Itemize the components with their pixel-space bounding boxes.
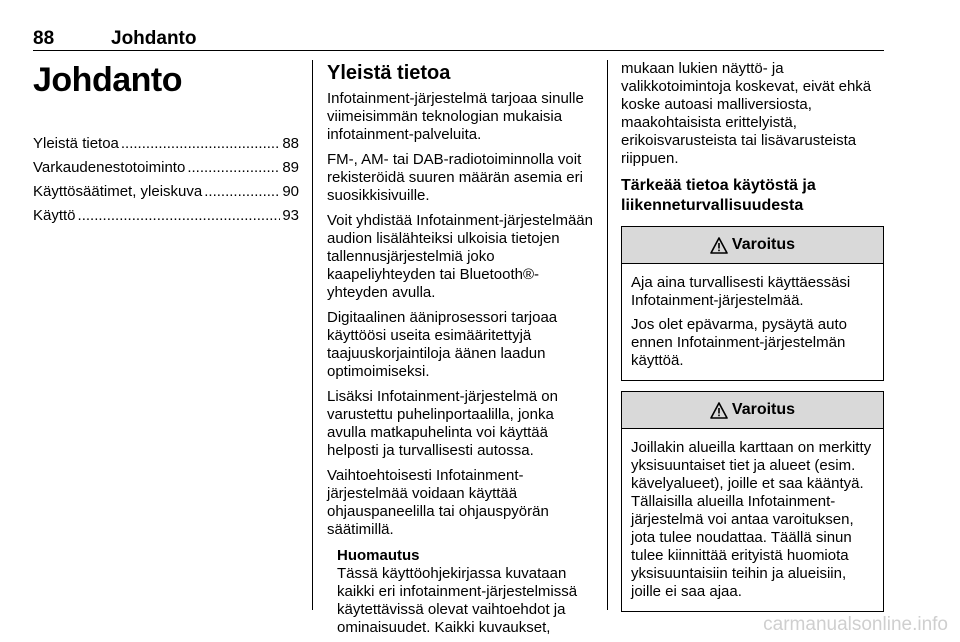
toc-leader-dots [187, 156, 280, 180]
toc-leader-dots [121, 132, 280, 156]
warning-box [621, 226, 884, 381]
watermark: carmanualsonline.info [763, 614, 948, 635]
section-title: Yleistä tietoa [327, 62, 451, 84]
warning-heading: Varoitus [731, 401, 796, 418]
warning-box [621, 391, 884, 612]
paragraph: Voit yhdistää Infotainment-järjestelmään audion lisälähteiksi ulkoisia tietojen tallennusjärjestelmiä joko kaapeliyhteyden tai Bluetooth®-yhteyden avulla. [327, 212, 593, 301]
warning-body [622, 429, 883, 611]
column-divider [607, 60, 608, 610]
warning-triangle-icon [710, 237, 728, 254]
warning-text: Jos olet epävarma, pysäytä auto ennen Infotainment-järjestelmän käyttöä. [631, 316, 847, 369]
page-header [33, 26, 884, 51]
paragraph: Digitaalinen ääniprosessori tarjoaa käyttöösi useita esimääritettyjä taajuuskorjaintiloja äänen laadun optimoimiseksi. [327, 309, 558, 380]
toc-item-page: 89 [282, 159, 299, 176]
safety-subheading: Tärkeää tietoa käytöstä ja liikenneturvallisuudesta [621, 177, 816, 214]
toc-item-label: Käyttö [33, 207, 76, 224]
toc-item[interactable] [33, 180, 299, 204]
toc-item[interactable] [33, 204, 299, 228]
toc-item-label: Käyttösäätimet, yleiskuva [33, 183, 203, 200]
running-header-title: Johdanto [111, 28, 197, 49]
page-number: 88 [33, 28, 55, 49]
toc-item-page: 93 [282, 207, 299, 224]
warning-heading: Varoitus [731, 236, 796, 253]
toc-item-label: Varkaudenestotoiminto [33, 159, 186, 176]
paragraph: Vaihtoehtoisesti Infotainment-järjestelmää voidaan käyttää ohjauspaneelilla tai ohjauspyörän säätimillä. [327, 467, 549, 538]
note-block [337, 547, 593, 637]
paragraph: FM-, AM- tai DAB-radiotoiminnolla voit rekisteröidä suuren määrän asemia eri suosikkisivuille. [327, 151, 583, 204]
toc-leader-dots [204, 180, 280, 204]
toc-item[interactable] [33, 132, 299, 156]
table-of-contents [33, 132, 299, 228]
warning-text: Joillakin alueilla karttaan on merkitty yksisuuntaiset tiet ja alueet (esim. kävelyalueet), joille et saa kääntyä. Tällaisilla alueilla Infotainment-järjestelmä voi antaa varoituksen, jota tulee noudattaa. Täällä sinun tulee kiinnittää erityistä huomiota yksisuuntaisiin teihin ja alueisiin, joille ei saa ajaa. [631, 439, 872, 600]
toc-item-page: 88 [282, 135, 299, 152]
warning-body [622, 264, 883, 380]
warning-header [622, 392, 883, 429]
note-text: Tässä käyttöohjekirjassa kuvataan kaikki eri infotainment-järjestelmissä käytettävissä olevat vaihtoehdot ja ominaisuudet. Kaikki kuvaukset, [337, 565, 578, 636]
warning-text: Aja aina turvallisesti käyttäessäsi Infotainment-järjestelmää. [631, 274, 851, 309]
toc-item[interactable] [33, 156, 299, 180]
warning-triangle-icon [710, 402, 728, 419]
note-continued: mukaan lukien näyttö- ja valikkotoimintoja koskevat, eivät ehkä koske autoasi malliversiosta, maakohtaisista erittelyistä, erikoisvarusteista tai lisävarusteista riippuen. [621, 60, 872, 167]
toc-item-page: 90 [282, 183, 299, 200]
toc-item-label: Yleistä tietoa [33, 135, 119, 152]
column-general-info [327, 60, 593, 637]
chapter-title: Johdanto [33, 61, 182, 99]
warning-header [622, 227, 883, 264]
column-safety [621, 60, 884, 622]
column-divider [312, 60, 313, 610]
paragraph: Infotainment-järjestelmä tarjoaa sinulle viimeisimmän teknologian mukaisia infotainment-palveluita. [327, 90, 584, 143]
note-title: Huomautus [337, 547, 420, 564]
column-toc [33, 60, 299, 228]
toc-leader-dots [78, 204, 281, 228]
paragraph: Lisäksi Infotainment-järjestelmä on varustettu puhelinportaalilla, jonka avulla matkapuhelinta voi käyttää helposti ja turvallisesti autossa. [327, 388, 558, 459]
